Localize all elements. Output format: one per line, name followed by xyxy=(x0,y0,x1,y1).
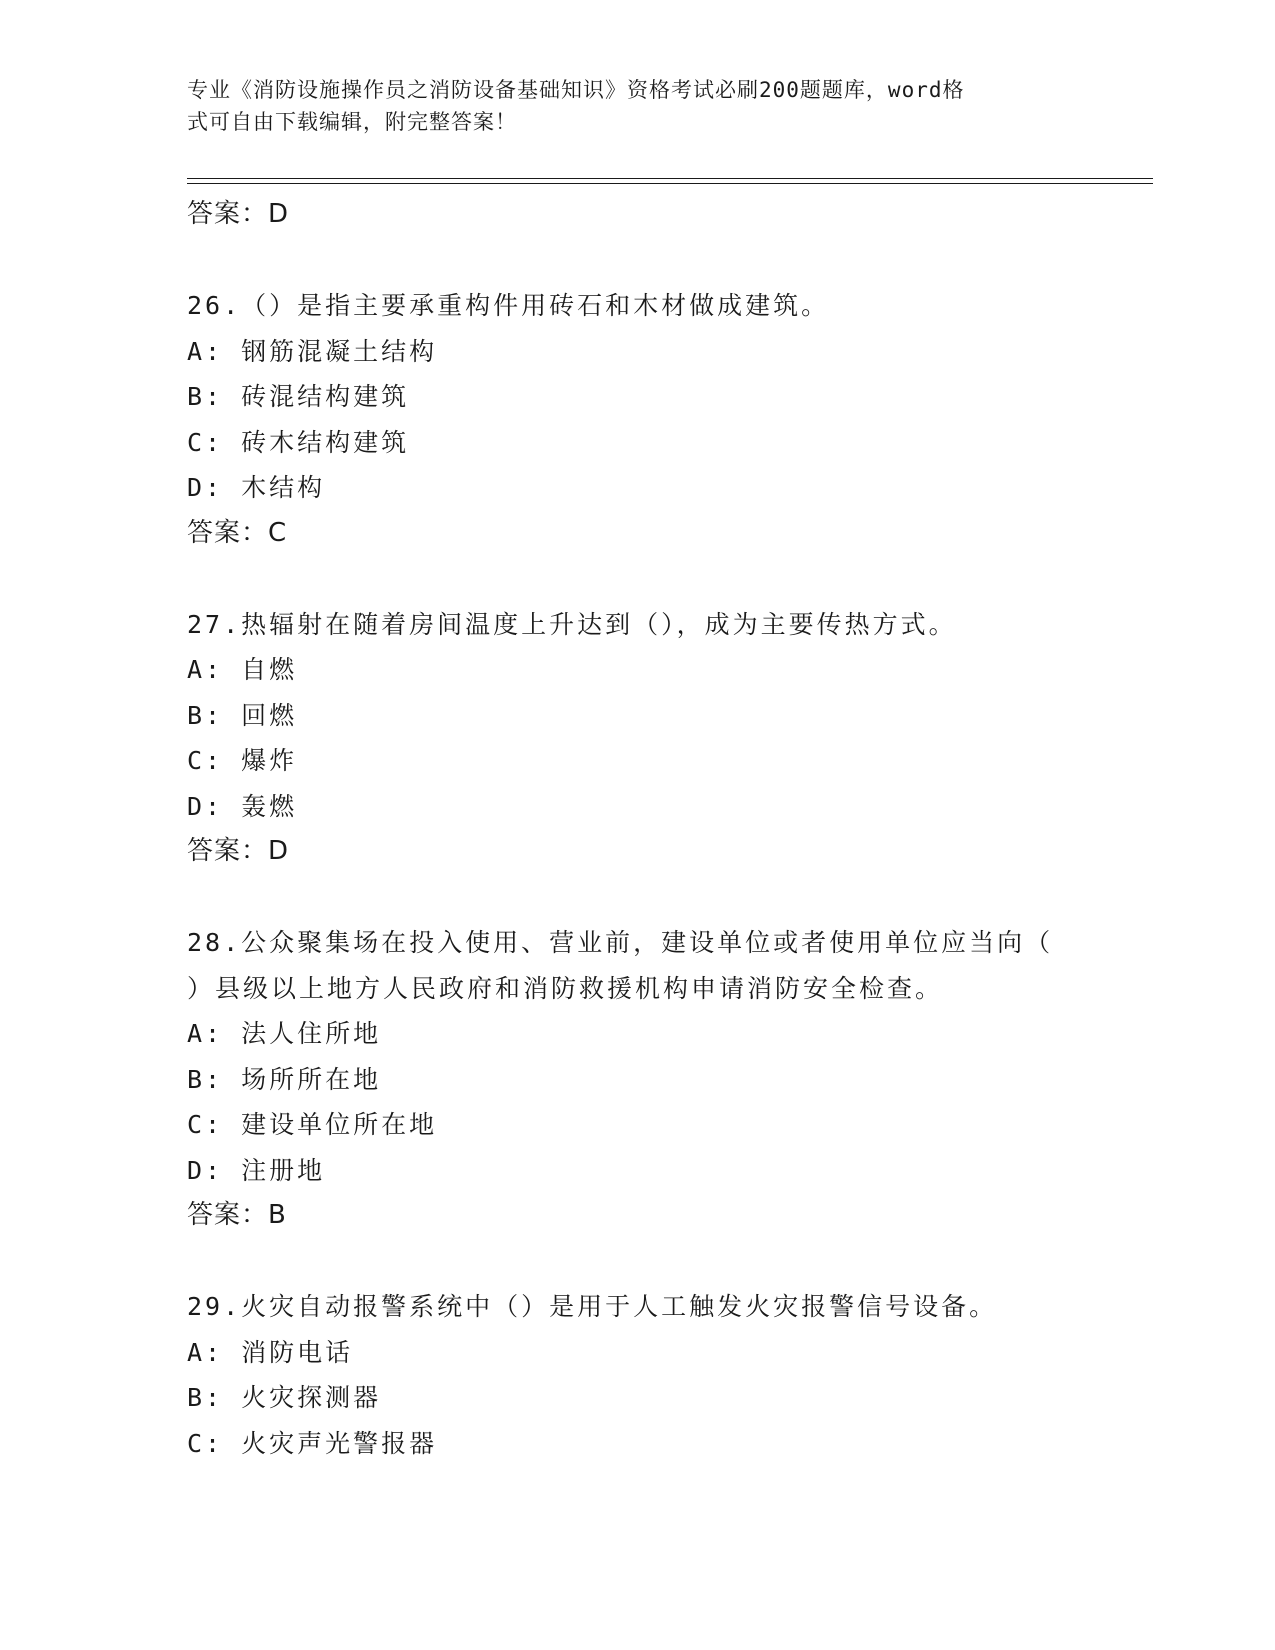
option-c: C: 爆炸 xyxy=(187,746,298,775)
option-a: A: 自燃 xyxy=(187,655,298,684)
answer-line: 答案：D xyxy=(187,836,290,866)
spacer xyxy=(187,875,1087,921)
option-c: C: 火灾声光警报器 xyxy=(187,1428,438,1458)
header-line-1: 专业《消防设施操作员之消防设备基础知识》资格考试必刷200题题库，word格 xyxy=(187,78,965,102)
answer-line: 答案：D xyxy=(187,199,290,229)
option-a: A: 法人住所地 xyxy=(187,1019,382,1048)
answer-line: 答案：C xyxy=(187,517,288,548)
option-a: A: 消防电话 xyxy=(187,1337,354,1367)
option-c: C: 砖木结构建筑 xyxy=(187,427,410,457)
spacer xyxy=(187,238,1087,284)
question-stem-continued: ）县级以上地方人民政府和消防救援机构申请消防安全检查。 xyxy=(187,973,944,1003)
question-26 xyxy=(187,283,1087,556)
option-b: B: 火灾探测器 xyxy=(187,1383,382,1412)
question-stem: 29.火灾自动报警系统中（）是用于人工触发火灾报警信号设备。 xyxy=(187,1292,998,1321)
question-stem: 28.公众聚集场在投入使用、营业前，建设单位或者使用单位应当向（ xyxy=(187,928,1054,957)
spacer xyxy=(187,556,1087,602)
option-b: B: 场所所在地 xyxy=(187,1064,382,1094)
question-stem: 26.（）是指主要承重构件用砖石和木材做成建筑。 xyxy=(187,291,830,320)
question-stem: 27.热辐射在随着房间温度上升达到（），成为主要传热方式。 xyxy=(187,609,957,639)
question-27 xyxy=(187,602,1087,875)
option-b: B: 回燃 xyxy=(187,700,298,730)
answer-line: 答案：B xyxy=(187,1200,287,1230)
spacer xyxy=(187,1239,1087,1285)
header-divider-bottom xyxy=(187,183,1153,184)
document-header xyxy=(187,74,1087,138)
option-d: D: 木结构 xyxy=(187,473,326,502)
header-divider-top xyxy=(187,178,1153,179)
question-28 xyxy=(187,920,1087,1239)
option-d: D: 注册地 xyxy=(187,1155,326,1185)
question-list xyxy=(187,192,1087,1466)
question-29 xyxy=(187,1284,1087,1466)
option-a: A: 钢筋混凝土结构 xyxy=(187,336,438,366)
option-d: D: 轰燃 xyxy=(187,791,298,821)
option-b: B: 砖混结构建筑 xyxy=(187,382,410,411)
header-line-2: 式可自由下载编辑，附完整答案！ xyxy=(187,110,517,134)
option-c: C: 建设单位所在地 xyxy=(187,1110,438,1139)
